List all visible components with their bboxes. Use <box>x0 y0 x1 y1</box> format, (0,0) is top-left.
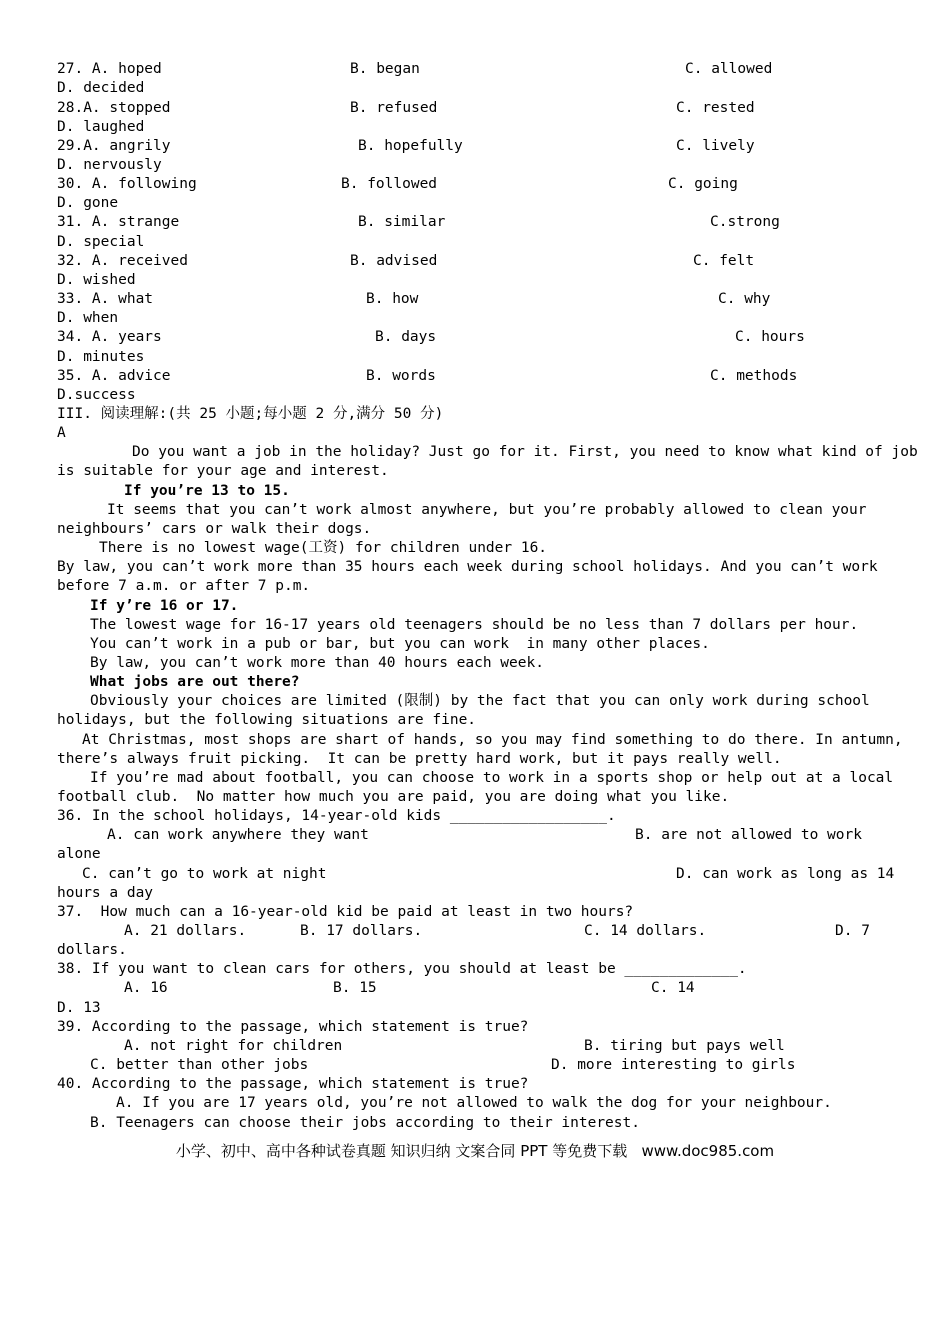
passage-line: If you’re mad about football, you can choose to work in a sports shop or help out at a local <box>90 770 894 786</box>
q36-option-d: D. can work as long as 14 <box>676 866 895 882</box>
passage-line: neighbours’ cars or walk their dogs. <box>57 521 372 537</box>
q33-option-b: B. how <box>366 291 419 307</box>
q36-option-a: A. can work anywhere they want <box>107 827 369 843</box>
q27-option-d: D. decided <box>57 80 145 96</box>
passage-line: is suitable for your age and interest. <box>57 463 389 479</box>
passage-line: before 7 a.m. or after 7 p.m. <box>57 578 311 594</box>
passage-line: Obviously your choices are limited (限制) by the fact that you can only work during school <box>90 693 870 709</box>
q28-option-d: D. laughed <box>57 119 145 135</box>
q36-option-b: B. are not allowed to work <box>635 827 862 843</box>
q37-option-a: A. 21 dollars. <box>124 923 247 939</box>
q38-option-d: D. 13 <box>57 1000 101 1016</box>
q27-option-b: B. began <box>350 61 420 77</box>
q40-option-a: A. If you are 17 years old, you’re not allowed to walk the dog for your neighbour. <box>116 1095 832 1111</box>
q36-stem: 36. In the school holidays, 14-year-old kids __________________. <box>57 808 616 824</box>
q37-option-d-cont: dollars. <box>57 942 127 958</box>
q38-option-c: C. 14 <box>651 980 695 996</box>
passage-line: The lowest wage for 16-17 years old teenagers should be no less than 7 dollars per hour. <box>90 617 859 633</box>
q28-option-a: 28.A. stopped <box>57 100 171 116</box>
passage-line: holidays, but the following situations are fine. <box>57 712 477 728</box>
passage-line: At Christmas, most shops are shart of hands, so you may find something to do there. In antumn, <box>82 732 903 748</box>
q35-option-b: B. words <box>366 368 436 384</box>
q37-stem: 37. How much can a 16-year-old kid be paid at least in two hours? <box>57 904 634 920</box>
q34-option-c: C. hours <box>735 329 805 345</box>
q27-option-c: C. allowed <box>685 61 773 77</box>
q32-option-d: D. wished <box>57 272 136 288</box>
passage-line: By law, you can’t work more than 35 hours each week during school holidays. And you can’t work <box>57 559 878 575</box>
section-heading: III. 阅读理解:(共 25 小题;每小题 2 分,满分 50 分) <box>57 406 444 422</box>
passage-subheading: What jobs are out there? <box>90 674 300 690</box>
q38-stem: 38. If you want to clean cars for others, you should at least be _____________. <box>57 961 747 977</box>
q31-option-a: 31. A. strange <box>57 214 180 230</box>
q30-option-c: C. going <box>668 176 738 192</box>
q36-option-d-cont: hours a day <box>57 885 154 901</box>
q39-option-d: D. more interesting to girls <box>551 1057 796 1073</box>
q33-option-c: C. why <box>718 291 771 307</box>
q40-stem: 40. According to the passage, which statement is true? <box>57 1076 529 1092</box>
q27-option-a: 27. A. hoped <box>57 61 162 77</box>
q40-option-b: B. Teenagers can choose their jobs according to their interest. <box>90 1115 640 1131</box>
passage-line: there’s always fruit picking. It can be pretty hard work, but it pays really well. <box>57 751 782 767</box>
q29-option-a: 29.A. angrily <box>57 138 171 154</box>
q30-option-a: 30. A. following <box>57 176 197 192</box>
q29-option-d: D. nervously <box>57 157 162 173</box>
q35-option-c: C. methods <box>710 368 798 384</box>
passage-subheading: If y’re 16 or 17. <box>90 598 239 614</box>
q30-option-d: D. gone <box>57 195 119 211</box>
q31-option-d: D. special <box>57 234 145 250</box>
q33-option-a: 33. A. what <box>57 291 154 307</box>
passage-line: You can’t work in a pub or bar, but you can work in many other places. <box>90 636 710 652</box>
q39-option-c: C. better than other jobs <box>90 1057 309 1073</box>
q32-option-c: C. felt <box>693 253 755 269</box>
passage-line: Do you want a job in the holiday? Just go for it. First, you need to know what kind of job <box>132 444 918 460</box>
q32-option-b: B. advised <box>350 253 438 269</box>
q35-option-d: D.success <box>57 387 136 403</box>
q29-option-c: C. lively <box>676 138 755 154</box>
q39-option-b: B. tiring but pays well <box>584 1038 785 1054</box>
q32-option-a: 32. A. received <box>57 253 188 269</box>
q39-option-a: A. not right for children <box>124 1038 343 1054</box>
q31-option-b: B. similar <box>358 214 446 230</box>
q34-option-a: 34. A. years <box>57 329 162 345</box>
q34-option-b: B. days <box>375 329 437 345</box>
q38-option-a: A. 16 <box>124 980 168 996</box>
q28-option-b: B. refused <box>350 100 438 116</box>
q35-option-a: 35. A. advice <box>57 368 171 384</box>
q31-option-c: C.strong <box>710 214 780 230</box>
passage-line: football club. No matter how much you are paid, you are doing what you like. <box>57 789 730 805</box>
q38-option-b: B. 15 <box>333 980 377 996</box>
q36-option-b-cont: alone <box>57 846 101 862</box>
q39-stem: 39. According to the passage, which statement is true? <box>57 1019 529 1035</box>
q29-option-b: B. hopefully <box>358 138 463 154</box>
passage-line: There is no lowest wage(工资) for children under 16. <box>99 540 548 556</box>
q36-option-c: C. can’t go to work at night <box>82 866 327 882</box>
passage-label: A <box>57 425 66 441</box>
passage-line: It seems that you can’t work almost anywhere, but you’re probably allowed to clean your <box>107 502 867 518</box>
q37-option-d: D. 7 <box>835 923 870 939</box>
q34-option-d: D. minutes <box>57 349 145 365</box>
q37-option-c: C. 14 dollars. <box>584 923 707 939</box>
footer-banner: 小学、初中、高中各种试卷真题 知识归纳 文案合同 PPT 等免费下载 www.doc985.com <box>175 1142 775 1160</box>
q37-option-b: B. 17 dollars. <box>300 923 423 939</box>
q33-option-d: D. when <box>57 310 119 326</box>
passage-subheading: If you’re 13 to 15. <box>124 483 290 499</box>
q28-option-c: C. rested <box>676 100 755 116</box>
passage-line: By law, you can’t work more than 40 hours each week. <box>90 655 544 671</box>
q30-option-b: B. followed <box>341 176 438 192</box>
